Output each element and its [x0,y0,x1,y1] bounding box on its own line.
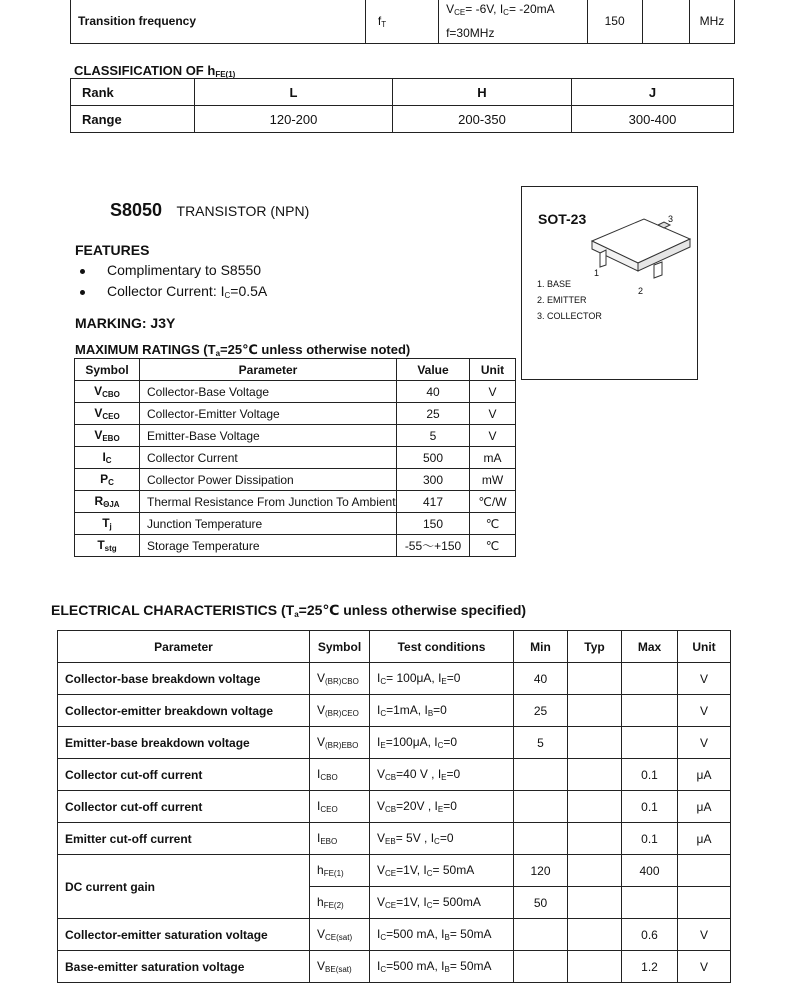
parameter-cell: Storage Temperature [140,535,397,557]
t1: V [377,799,386,813]
rank-row [71,79,734,106]
typ-cell [568,951,622,983]
param-cell: Collector-emitter saturation voltage [58,919,310,951]
t3: = 50mA [449,959,492,973]
symbol-cell [75,447,140,469]
sym: I [317,831,321,845]
max-cell [622,887,678,919]
header-symbol: Symbol [310,631,370,663]
t2s: C [426,901,433,910]
unit-cell: μA [678,759,731,791]
t2: =20V , I [396,799,438,813]
test-cell [370,855,514,887]
features-title: FEATURES [75,242,150,258]
min-cell [587,0,642,44]
min-cell [514,951,568,983]
marking-text: MARKING: J3Y [75,315,176,331]
unit-cell: ℃ [470,535,516,557]
symbol-cell [310,759,370,791]
param-cell: Base-emitter saturation voltage [58,951,310,983]
value-cell: 25 [397,403,470,425]
t1s: CB [385,805,397,814]
bullet-icon [80,269,85,274]
pin-label-1: 1 [594,268,600,278]
header-max: Max [622,631,678,663]
max-cell [622,663,678,695]
rank-h: H [393,79,572,106]
sym-sub: (BR)EBO [325,741,359,750]
unit-cell: V [470,403,516,425]
symbol-cell [75,425,140,447]
part-heading [110,200,309,221]
classification-title-sub: FE(1) [215,70,236,79]
sym: V [317,703,326,717]
t1: I [377,703,381,717]
elec-title-a: ELECTRICAL CHARACTERISTICS (T [51,602,295,618]
feature-text-2a: Collector Current: I [107,283,225,299]
t-c: = -20mA [508,2,555,16]
t3: = 50mA [449,927,492,941]
sym: V [317,671,326,685]
t3: = 50mA [432,863,475,877]
t3: = 500mA [432,895,481,909]
t2s: E [441,677,447,686]
sym: P [100,472,109,486]
t1s: CB [385,773,397,782]
part-description: TRANSISTOR (NPN) [176,203,310,219]
sym-sub: CBO [320,773,338,782]
t2s: E [437,805,444,814]
symbol-cell [310,951,370,983]
feature-item-2 [80,283,267,300]
unit-cell: mA [470,447,516,469]
header-unit: Unit [470,359,516,381]
t3: =0 [439,831,454,845]
symbol-cell [310,823,370,855]
t2: =40 V , I [396,767,442,781]
sym-sub: (BR)CEO [325,709,359,718]
header-row [58,631,731,663]
table-row [75,469,516,491]
t1s: C [380,677,387,686]
symbol-cell [310,791,370,823]
parameter-cell: Emitter-Base Voltage [140,425,397,447]
t2: = 100μA, I [386,671,442,685]
header-symbol: Symbol [75,359,140,381]
unit-cell: mW [470,469,516,491]
typ-cell [568,695,622,727]
header-value: Value [397,359,470,381]
header-min: Min [514,631,568,663]
sym-sub: FE(2) [323,901,344,910]
sym: T [102,516,110,530]
test-line-1 [446,0,586,23]
typ-cell [642,0,689,44]
max-cell: 0.1 [622,759,678,791]
value-cell: 300 [397,469,470,491]
unit-cell [678,887,731,919]
sym: V [317,927,326,941]
max-cell: 1.2 [622,951,678,983]
t2: =500 mA, I [386,959,445,973]
value-cell: 417 [397,491,470,513]
max-cell: 0.6 [622,919,678,951]
t2s: B [444,965,450,974]
t1s: EB [385,837,396,846]
max-ratings-table [74,358,516,557]
t1: V [377,895,386,909]
t1s: CE [385,869,397,878]
value-cell: 150 [397,513,470,535]
t1s: E [380,741,386,750]
unit-cell: V [678,695,731,727]
table-row [75,447,516,469]
max-cell [622,727,678,759]
min-cell [514,919,568,951]
symbol-cell [75,381,140,403]
t1: V [377,767,386,781]
symbol-cell [310,887,370,919]
unit-cell [689,0,734,44]
feature-item-1 [80,262,261,278]
sym: V [317,959,326,973]
table-row [71,0,735,44]
rank-l: L [195,79,393,106]
min-cell: 25 [514,695,568,727]
max-ratings-title [75,342,410,358]
symbol-cell [310,663,370,695]
typ-cell [568,855,622,887]
parameter-cell: Collector-Emitter Voltage [140,403,397,425]
typ-cell [568,919,622,951]
sym-sub: ΘJA [103,500,120,509]
sym: h [317,895,324,909]
parameter-cell: Collector Current [140,447,397,469]
test-cell [370,663,514,695]
symbol-text: f [377,13,382,28]
t2: =500 mA, I [386,927,445,941]
table-row [75,425,516,447]
sym: I [102,450,106,464]
unit-cell: ℃ [470,513,516,535]
t1: I [377,927,381,941]
param-cell: Emitter cut-off current [58,823,310,855]
t1s: CE [385,901,397,910]
sym-sub: C [108,478,114,487]
param-cell: Collector cut-off current [58,759,310,791]
pin-label-3: 3 [668,214,674,224]
t2s: B [427,709,434,718]
max-title-b: =25℃ unless otherwise noted) [220,342,411,357]
parameter-cell: Thermal Resistance From Junction To Ambient [140,491,397,513]
min-text: 150 [604,14,625,28]
min-cell: 120 [514,855,568,887]
unit-cell: V [678,919,731,951]
symbol-cell [75,403,140,425]
param-cell: Emitter-base breakdown voltage [58,727,310,759]
sym-sub: CE(sat) [325,933,353,942]
typ-cell [568,887,622,919]
pin-legend-3: 3. COLLECTOR [537,311,602,321]
sym: V [317,735,326,749]
sym-sub: BE(sat) [325,965,352,974]
sym: I [317,767,321,781]
parameter-cell: Junction Temperature [140,513,397,535]
feature-text-2b: =0.5A [230,283,268,299]
sym: V [94,406,103,420]
test-cell [370,727,514,759]
unit-cell [678,855,731,887]
symbol-cell [75,491,140,513]
t3: =0 [443,735,458,749]
symbol-cell [310,855,370,887]
sym-sub: CBO [102,390,120,399]
sym: R [94,494,104,508]
unit-cell: μA [678,823,731,855]
header-test: Test conditions [370,631,514,663]
elec-title-b: =25℃ unless otherwise specified) [298,602,527,618]
symbol-cell [75,535,140,557]
max-cell: 0.1 [622,823,678,855]
t2: =1mA, I [386,703,428,717]
classification-title-text: CLASSIFICATION OF h [74,63,216,78]
classification-table [70,78,734,133]
header-parameter: Parameter [140,359,397,381]
t3: =0 [443,799,457,813]
max-title-sub: a [215,349,221,358]
max-cell [622,695,678,727]
header-parameter: Parameter [58,631,310,663]
classification-title [74,63,235,79]
t1: V [377,831,386,845]
test-cell [370,887,514,919]
value-cell: 40 [397,381,470,403]
parameter-cell: Collector Power Dissipation [140,469,397,491]
t-a-sub: CE [454,8,466,17]
table-row [58,759,731,791]
pin-label-2: 2 [638,286,644,296]
symbol-cell [365,0,438,44]
unit-text: MHz [699,14,725,28]
table-row [58,855,731,887]
t3: =0 [446,767,461,781]
t1: I [377,959,381,973]
symbol-cell [310,919,370,951]
t-b-sub: C [503,8,509,17]
table-row [58,919,731,951]
sym-sub: EBO [102,434,120,443]
param-cell: Collector-base breakdown voltage [58,663,310,695]
t2s: C [426,869,433,878]
part-number: S8050 [110,200,163,220]
symbol-cell [310,727,370,759]
t1: I [377,735,381,749]
unit-cell: V [678,727,731,759]
typ-cell [568,663,622,695]
t1s: C [380,709,387,718]
table-row [58,727,731,759]
min-cell: 5 [514,727,568,759]
test-cell [370,951,514,983]
range-row [71,106,734,133]
min-cell: 40 [514,663,568,695]
range-label: Range [71,106,195,133]
test-cell [370,791,514,823]
unit-cell: μA [678,791,731,823]
sym: I [317,799,321,813]
table-row [58,791,731,823]
test-cell [370,919,514,951]
typ-cell [568,791,622,823]
sym-sub: (BR)CBO [325,677,359,686]
t2: =1V, I [396,895,427,909]
sym: T [97,538,105,552]
typ-cell [568,823,622,855]
t1s: C [380,965,387,974]
value-cell: 5 [397,425,470,447]
max-title-a: MAXIMUM RATINGS (T [75,342,216,357]
max-cell: 400 [622,855,678,887]
parameter-cell: Collector-Base Voltage [140,381,397,403]
unit-cell: ℃/W [470,491,516,513]
typ-cell [568,759,622,791]
symbol-cell [310,695,370,727]
min-cell: 50 [514,887,568,919]
param-cell: Collector-emitter breakdown voltage [58,695,310,727]
t1: V [377,863,386,877]
min-cell [514,823,568,855]
value-cell: 500 [397,447,470,469]
rank-label: Rank [71,79,195,106]
sym-sub: EBO [320,837,338,846]
param-cell: DC current gain [58,855,310,919]
value-cell: -55～+150 [397,535,470,557]
t1: I [377,671,381,685]
param-text: Transition frequency [78,14,197,28]
unit-cell: V [470,425,516,447]
table-row [75,491,516,513]
sym: h [317,863,324,877]
t-a: V [446,2,455,16]
sym: V [94,384,103,398]
test-cell [439,0,587,44]
test-cell [370,823,514,855]
table-row [75,381,516,403]
sym-sub: CEO [102,412,120,421]
header-typ: Typ [568,631,622,663]
t2: =100μA, I [385,735,438,749]
test-line-2: f=30MHz [446,26,495,40]
pin-legend-2: 2. EMITTER [537,295,587,305]
table-row [58,823,731,855]
transition-frequency-table [70,0,735,44]
sym-sub: FE(1) [323,869,344,878]
min-cell [514,791,568,823]
t2s: E [441,773,447,782]
t2s: C [434,837,440,846]
table-row [75,535,516,557]
sym-sub: stg [104,544,117,553]
unit-cell: V [678,663,731,695]
param-cell [71,0,366,44]
test-cell [370,695,514,727]
electrical-title [51,602,526,619]
max-cell: 0.1 [622,791,678,823]
sym-sub: CEO [320,805,338,814]
t2s: B [444,933,450,942]
elec-title-sub: a [294,610,299,619]
rank-j: J [572,79,734,106]
sym-sub: j [109,522,112,531]
symbol-sub: T [381,19,387,29]
header-unit: Unit [678,631,731,663]
typ-cell [568,727,622,759]
feature-text-2-sub: C [224,291,231,300]
sym-sub: C [105,456,112,465]
t1s: C [380,933,387,942]
symbol-cell [75,513,140,535]
table-row [58,695,731,727]
table-row [58,951,731,983]
unit-cell: V [678,951,731,983]
sym: V [94,428,103,442]
range-l: 120-200 [195,106,393,133]
test-cell [370,759,514,791]
electrical-table [57,630,731,983]
pin-legend-1: 1. BASE [537,279,572,289]
t-b: = -6V, I [465,2,504,16]
package-box [521,186,698,380]
t3: =0 [433,703,447,717]
min-cell [514,759,568,791]
symbol-cell [75,469,140,491]
header-row [75,359,516,381]
t3: =0 [446,671,461,685]
feature-text-1: Complimentary to S8550 [107,262,262,278]
t2: = 5V , I [395,831,435,845]
table-row [58,663,731,695]
table-row [75,513,516,535]
bullet-icon [80,290,85,295]
param-cell: Collector cut-off current [58,791,310,823]
t2: =1V, I [396,863,427,877]
t2s: C [437,741,444,750]
range-h: 200-350 [393,106,572,133]
unit-cell: V [470,381,516,403]
range-j: 300-400 [572,106,734,133]
package-name: SOT-23 [538,211,587,227]
table-row [75,403,516,425]
